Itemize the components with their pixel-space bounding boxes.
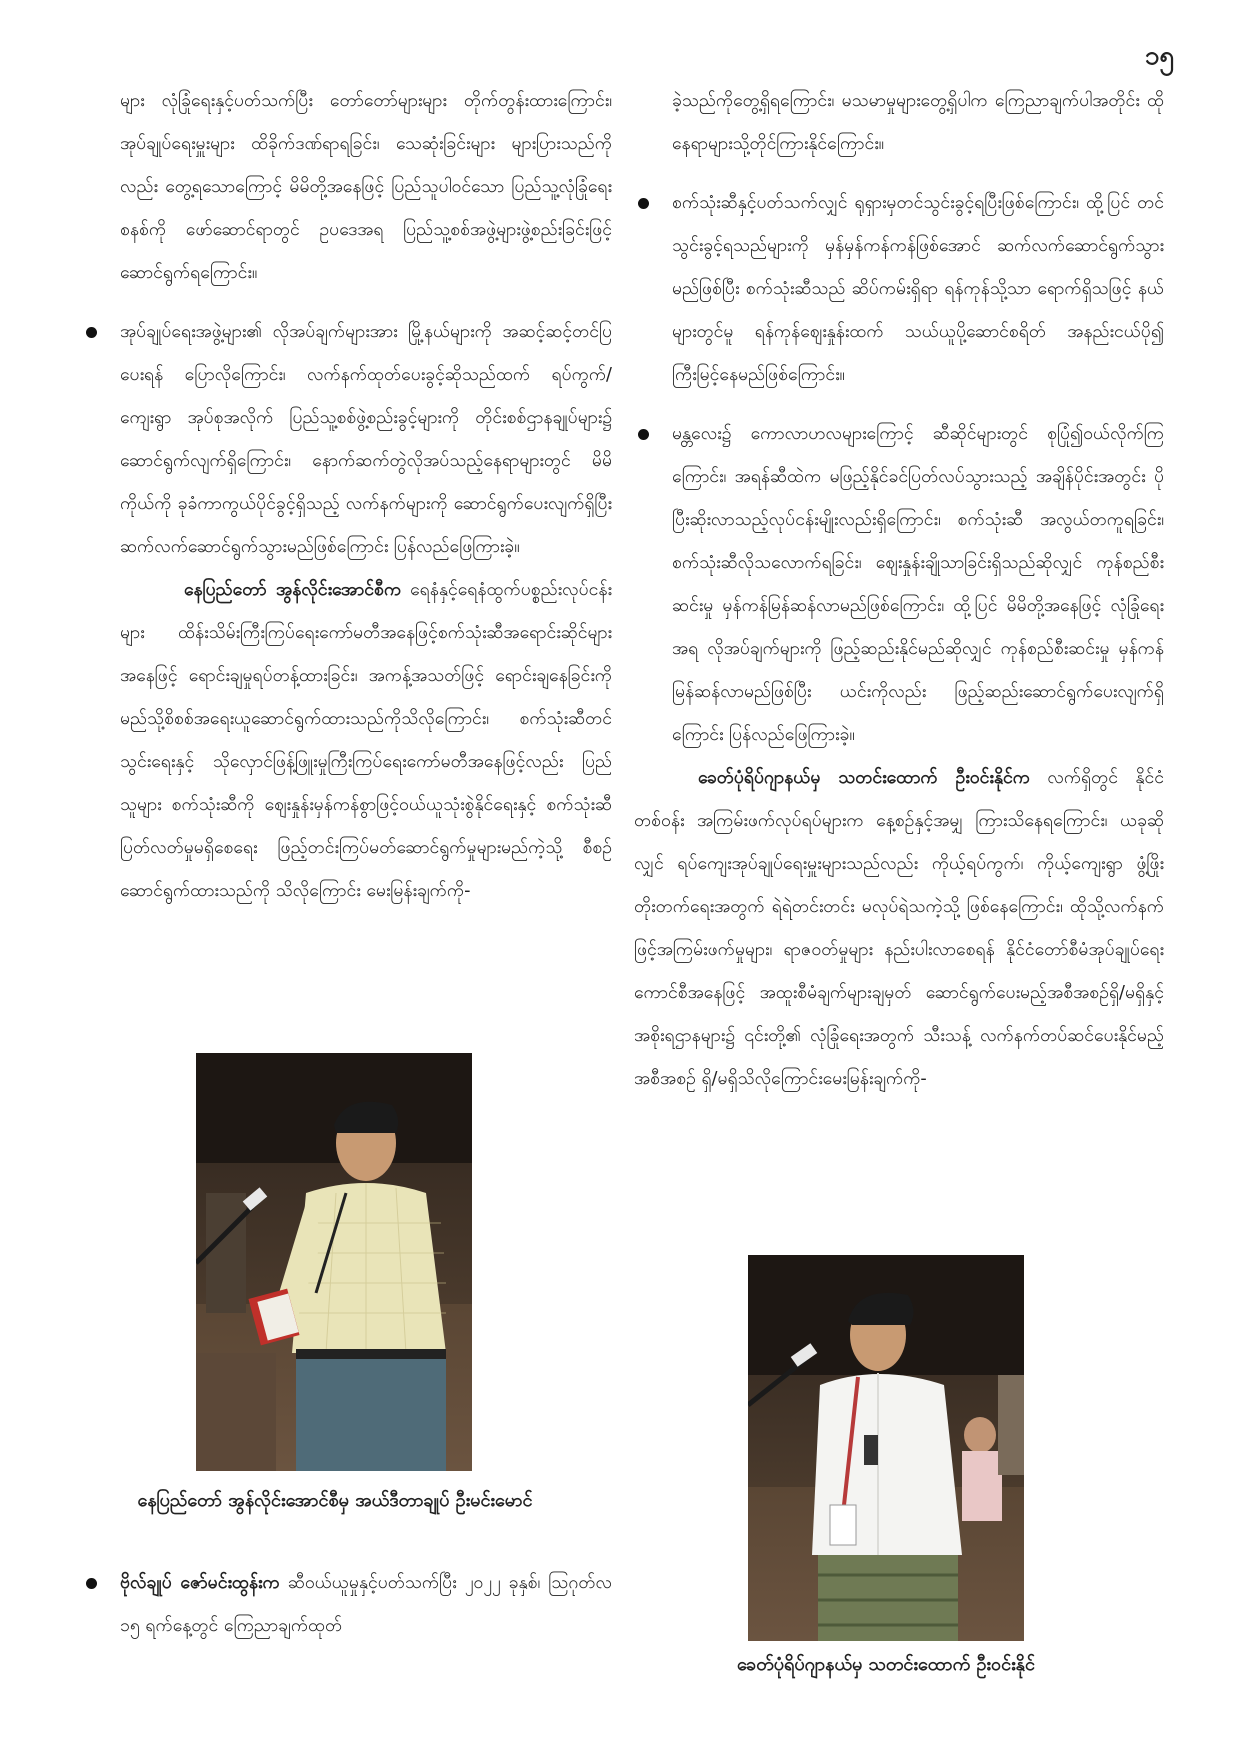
speaker-name: ခေတ်ပုံရိပ်ဂျာနယ်မှ သတင်းထောက် ဦးဝင်းနိုင်က <box>698 768 1030 788</box>
left-column-bottom <box>82 1562 612 1648</box>
left-paragraph-3-text: ရေနံနှင့်ရေနံထွက်ပစ္စည်းလုပ်ငန်းများ ထိန်းသိမ်းကြီးကြပ်ရေးကော်မတီအနေဖြင့်စက်သုံးဆီအရောင်းဆိုင်များအနေဖြင့် ရောင်းချမှုရပ်တန့်ထားခြင်း၊ အကန့်အသတ်ဖြင့် ရောင်းချနေခြင်းကို မည်သို့စိစစ်အရေးယူဆောင်ရွက်ထားသည်ကိုသိလိုကြောင်း၊ စက်သုံးဆီတင်သွင်းရေးနှင့် သိုလှောင်ဖြန့်ဖြူးမှုကြီးကြပ်ရေးကော်မတီအနေဖြင့်လည်း ပြည်သူများ စက်သုံးဆီကို ဈေးနှုန်းမှန်ကန်စွာဖြင့်ဝယ်ယူသုံးစွဲနိုင်ရေးနှင့် စက်သုံးဆီပြတ်လတ်မှုမရှိစေရေး ဖြည့်တင်းကြပ်မတ်ဆောင်ရွက်မှုများမည်ကဲ့သို့ စီစဉ်ဆောင်ရွက်ထားသည်ကို သိလိုကြောင်း မေးမြန်းချက်ကို- <box>120 580 612 901</box>
speaker-name: ဗိုလ်ချုပ် ဇော်မင်းထွန်းက <box>120 1573 280 1593</box>
page-number: ၁၅ <box>1144 41 1174 71</box>
right-paragraph-3-text: မန္တလေး၌ ကောလာဟလများကြောင့် ဆီဆိုင်များတွင် စုပြုံ၍ဝယ်လိုက်ကြကြောင်း၊ အရန်ဆီထဲက မဖြည့်နိုင်ခင်ပြတ်လပ်သွားသည့် အချိန်ပိုင်းအတွင်း ပိုပြီးဆိုးလာသည့်လုပ်ငန်းမျိုးလည်းရှိကြောင်း၊ စက်သုံးဆီ အလွယ်တကူရခြင်း၊ စက်သုံးဆီလိုသလောက်ရခြင်း၊ ဈေးနှုန်းချိုသာခြင်းရှိသည်ဆိုလျှင် ကုန်စည်စီးဆင်းမှု မှန်ကန်မြန်ဆန်လာမည်ဖြစ်ကြောင်း၊ ထို့ပြင် မိမိတို့အနေဖြင့် လုံခြုံရေးအရ လိုအပ်ချက်များကို ဖြည့်ဆည်းနိုင်မည်ဆိုလျှင် ကုန်စည်စီးဆင်းမှု မှန်ကန်မြန်ဆန်လာမည်ဖြစ်ပြီး ယင်းကိုလည်း ဖြည့်ဆည်းဆောင်ရွက်ပေးလျက်ရှိကြောင်း ပြန်လည်ဖြေကြားခဲ့။ <box>672 424 1164 745</box>
photo-editor-in-chief-caption: နေပြည်တော် အွန်လိုင်းအောင်စီမှ အယ်ဒီတာချုပ် ဦးမင်းမောင် <box>137 1490 533 1511</box>
right-paragraph-2-text: စက်သုံးဆီနှင့်ပတ်သက်လျှင် ရုရှားမှတင်သွင်းခွင့်ရပြီးဖြစ်ကြောင်း၊ ထို့ပြင် တင်သွင်းခွင့်ရသည်များကို မှန်မှန်ကန်ကန်ဖြစ်အောင် ဆက်လက်ဆောင်ရွက်သွားမည်ဖြစ်ပြီး စက်သုံးဆီသည် ဆိပ်ကမ်းရှိရာ ရန်ကုန်သို့သာ ရောက်ရှိသဖြင့် နယ်များတွင်မူ ရန်ကုန်ဈေးနှုန်းထက် သယ်ယူပို့ဆောင်စရိတ် အနည်းငယ်ပို၍ ကြီးမြင့်နေမည်ဖြစ်ကြောင်း။ <box>672 193 1164 385</box>
photo-editor-in-chief-figure <box>196 1053 472 1471</box>
left-paragraph-4-text: ဆီဝယ်ယူမှုနှင့်ပတ်သက်ပြီး ၂၀၂၂ ခုနှစ်၊ ဩဂုတ်လ ၁၅ ရက်နေ့တွင် ကြေညာချက်ထုတ် <box>120 1573 612 1636</box>
photo-reporter <box>748 1255 1024 1641</box>
bullet-icon <box>638 429 649 440</box>
bullet-icon <box>638 198 649 209</box>
photo-reporter-caption: ခေတ်ပုံရိပ်ဂျာနယ်မှ သတင်းထောက် ဦးဝင်းနိုင် <box>737 1654 1035 1675</box>
photo-reporter-figure <box>748 1255 1024 1641</box>
left-paragraph-2-text: အုပ်ချုပ်ရေးအဖွဲ့များ၏ လိုအပ်ချက်များအား မြို့နယ်များကို အဆင့်ဆင့်တင်ပြပေးရန် ပြောလိုကြောင်း၊ လက်နက်ထုတ်ပေးခွင့်ဆိုသည်ထက် ရပ်ကွက်/ကျေးရွာ အုပ်စုအလိုက် ပြည်သူ့စစ်ဖွဲ့စည်းခွင့်များကို တိုင်းစစ်ဌာနချုပ်များ၌ ဆောင်ရွက်လျက်ရှိကြောင်း၊ နောက်ဆက်တွဲလိုအပ်သည့်နေရာများတွင် မိမိကိုယ်ကို ခုခံကာကွယ်ပိုင်ခွင့်ရှိသည့် လက်နက်များကို ဆောင်ရွက်ပေးလျက်ရှိပြီး ဆက်လက်ဆောင်ရွက်သွားမည်ဖြစ်ကြောင်း ပြန်လည်ဖြေကြားခဲ့။ <box>120 322 612 557</box>
bullet-icon <box>86 1578 97 1589</box>
right-bullet-paragraph-3 <box>634 413 1164 757</box>
right-paragraph-1: ခဲ့သည်ကိုတွေ့ရှိရကြောင်း၊ မသမာမှုများတွေ့ရှိပါက ကြေညာချက်ပါအတိုင်း ထိုနေရာများသို့တိုင်ကြားနိုင်ကြောင်း။ <box>672 91 1164 154</box>
right-paragraph-4 <box>634 757 1164 1101</box>
right-paragraph-4-text: လက်ရှိတွင် နိုင်ငံတစ်ဝန်း အကြမ်းဖက်လုပ်ရပ်များက နေ့စဉ်နှင့်အမျှ ကြားသိနေရကြောင်း၊ ယခုဆိုလျှင် ရပ်ကျေးအုပ်ချုပ်ရေးမှူးများသည်လည်း ကိုယ့်ရပ်ကွက်၊ ကိုယ့်ကျေးရွာ ဖွံ့ဖြိုးတိုးတက်ရေးအတွက် ရဲရဲတင်းတင်း မလုပ်ရဲသကဲ့သို့ ဖြစ်နေကြောင်း၊ ထိုသို့လက်နက်ဖြင့်အကြမ်းဖက်မှုများ၊ ရာဇဝတ်မှုများ နည်းပါးလာစေရန် နိုင်ငံတော်စီမံအုပ်ချုပ်ရေးကောင်စီအနေဖြင့် အထူးစီမံချက်များချမှတ် ဆောင်ရွက်ပေးမည့်အစီအစဉ်ရှိ/မရှိနှင့် အစိုးရဌာနများ၌ ၎င်းတို့၏ လုံခြုံရေးအတွက် သီးသန့် လက်နက်တပ်ဆင်ပေးနိုင်မည့် အစီအစဉ် ရှိ/မရှိသိလိုကြောင်းမေးမြန်းချက်ကို- <box>634 768 1165 1089</box>
left-paragraph-3 <box>82 569 612 913</box>
right-column <box>634 80 1164 1101</box>
right-bullet-paragraph-2 <box>634 182 1164 397</box>
left-column <box>82 80 612 913</box>
left-paragraph-1: များ လုံခြုံရေးနှင့်ပတ်သက်ပြီး တော်တော်များများ တိုက်တွန်းထားကြောင်း၊ အုပ်ချုပ်ရေးမှူးများ ထိခိုက်ဒဏ်ရာရခြင်း၊ သေဆုံးခြင်းများ များပြားသည်ကိုလည်း တွေ့ရသောကြောင့် မိမိတို့အနေဖြင့် ပြည်သူပါဝင်သော ပြည်သူ့လုံခြုံရေးစနစ်ကို ဖော်ဆောင်ရာတွင် ဥပဒေအရ ပြည်သူ့စစ်အဖွဲ့များဖွဲ့စည်းခြင်းဖြင့် ဆောင်ရွက်ရကြောင်း။ <box>120 91 612 283</box>
left-bullet-paragraph-2 <box>82 311 612 569</box>
left-bullet-paragraph-4 <box>82 1562 612 1648</box>
bullet-icon <box>86 327 97 338</box>
speaker-name: နေပြည်တော် အွန်လိုင်းအောင်စီက <box>184 580 402 600</box>
photo-editor-in-chief <box>196 1053 472 1471</box>
